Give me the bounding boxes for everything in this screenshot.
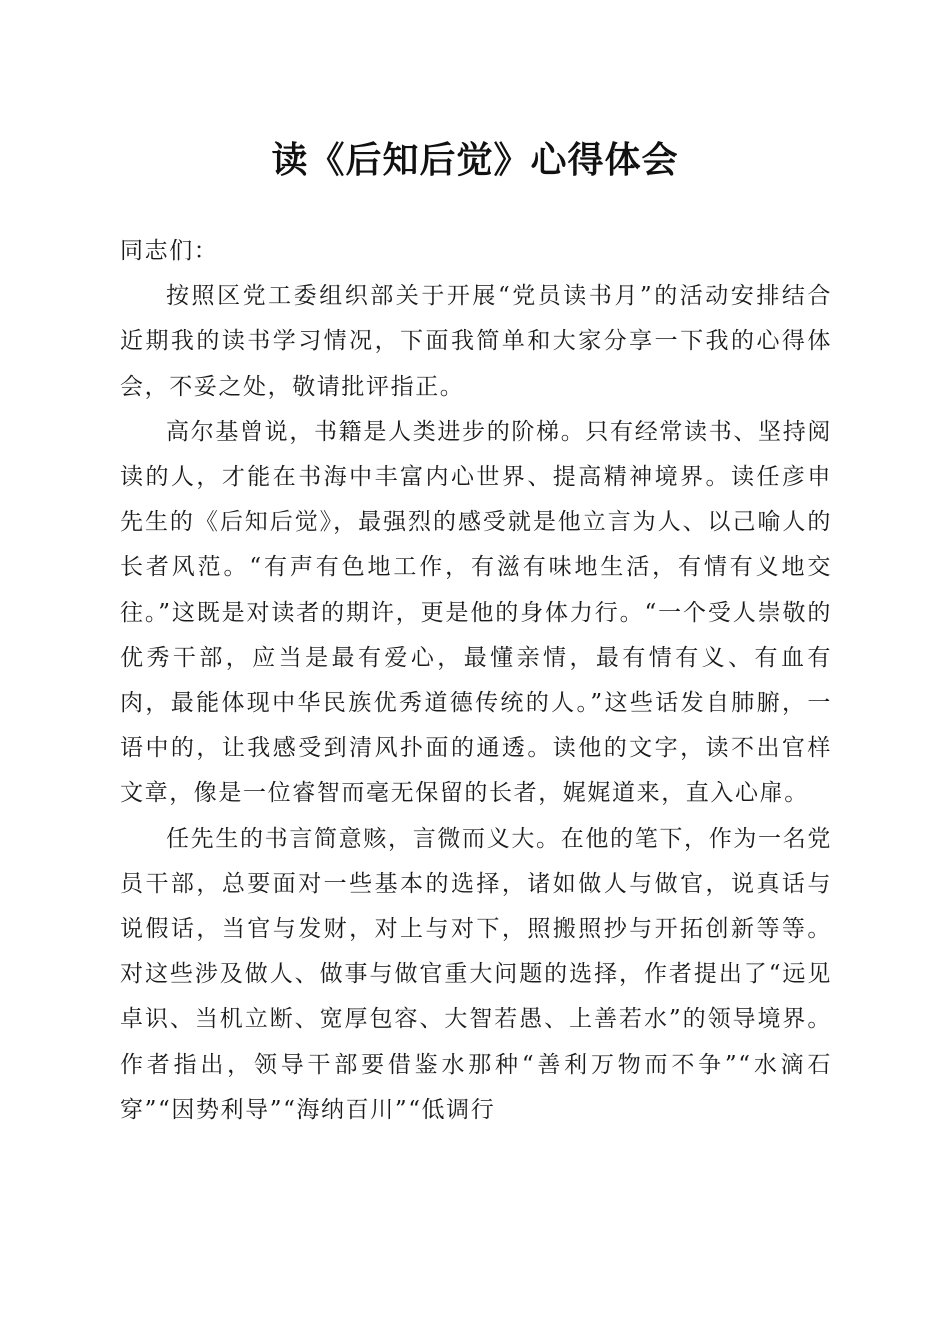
- paragraph-1: 按照区党工委组织部关于开展“党员读书月”的活动安排结合近期我的读书学习情况，下面我简单和大家分享一下我的心得体会，不妥之处，敬请批评指正。: [120, 283, 832, 400]
- document-body: [120, 229, 832, 1133]
- document-title: 读《后知后觉》心得体会: [271, 139, 679, 181]
- paragraph-3: 任先生的书言简意赅，言微而义大。在他的笔下，作为一名党员干部，总要面对一些基本的选择，诸如做人与做官，说真话与说假话，当官与发财，对上与对下，照搬照抄与开拓创新等等。对这些涉及做人、做事与做官重大问题的选择，作者提出了“远见卓识、当机立断、宽厚包容、大智若愚、上善若水”的领导境界。作者指出，领导干部要借鉴水那种“善利万物而不争”“水滴石穿”“因势利导”“海纳百川”“低调行: [120, 825, 832, 1123]
- paragraph-2: 高尔基曾说，书籍是人类进步的阶梯。只有经常读书、坚持阅读的人，才能在书海中丰富内心世界、提高精神境界。读任彦申先生的《后知后觉》，最强烈的感受就是他立言为人、以己喻人的长者风范。“有声有色地工作，有滋有味地生活，有情有义地交往。”这既是对读者的期许，更是他的身体力行。“一个受人崇敬的优秀干部，应当是最有爱心，最懂亲情，最有情有义、有血有肉，最能体现中华民族优秀道德传统的人。”这些话发自肺腑，一语中的，让我感受到清风扑面的通透。读他的文字，读不出官样文章，像是一位睿智而毫无保留的长者，娓娓道来，直入心扉。: [120, 418, 832, 807]
- salutation: 同志们：: [120, 238, 219, 264]
